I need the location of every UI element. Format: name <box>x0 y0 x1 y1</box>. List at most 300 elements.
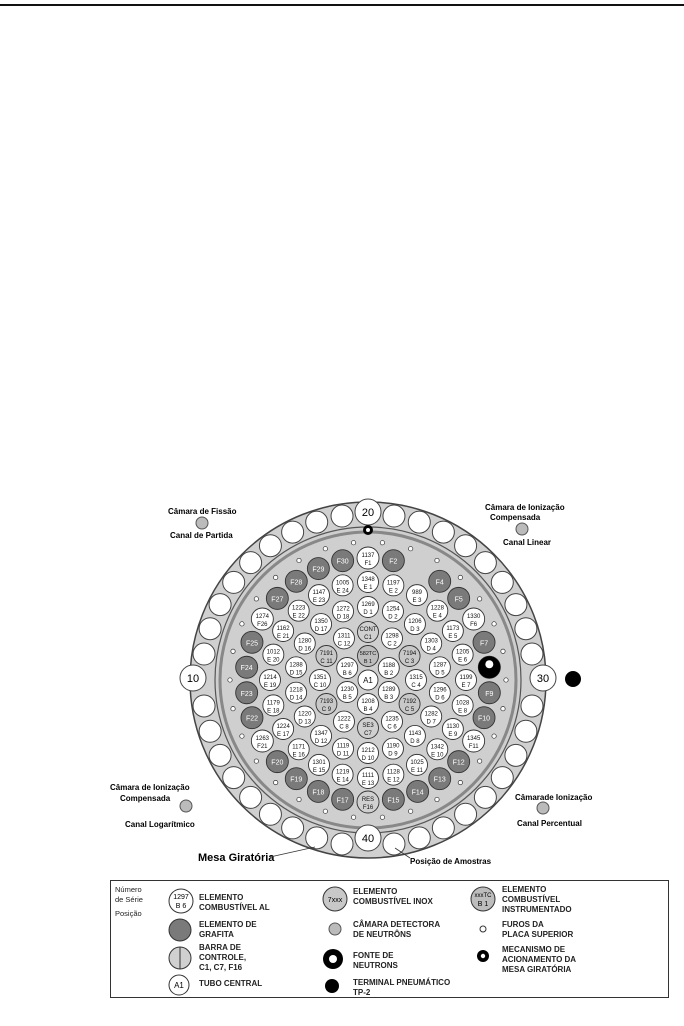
svg-text:1330: 1330 <box>466 614 481 620</box>
svg-text:C 12: C 12 <box>337 641 351 648</box>
plate-hole <box>477 597 481 601</box>
sample-position <box>223 571 245 593</box>
svg-text:1254: 1254 <box>386 606 400 613</box>
svg-text:D 11: D 11 <box>336 751 350 758</box>
svg-text:F14: F14 <box>411 789 424 797</box>
fuel-element <box>421 706 442 727</box>
graphite-element <box>473 631 495 653</box>
fuel-element <box>429 657 450 678</box>
graphite-element <box>382 550 404 572</box>
fuel-element <box>404 725 425 746</box>
control-rod-element <box>357 791 379 813</box>
svg-text:1179: 1179 <box>266 700 280 707</box>
svg-text:1218: 1218 <box>289 687 303 694</box>
plate-hole <box>228 678 232 682</box>
sample-position <box>515 618 537 640</box>
plate-hole <box>240 622 244 626</box>
fuel-element <box>404 614 425 635</box>
fuel-element <box>286 682 307 703</box>
sample-position <box>455 535 477 557</box>
svg-text:D 9: D 9 <box>388 751 398 758</box>
fuel-element <box>407 585 428 606</box>
sample-position <box>521 695 543 717</box>
legend-fuel-al-symbol <box>167 887 195 915</box>
control-rod-element <box>358 718 379 739</box>
legend-fuel-al: ELEMENTO COMBUSTÍVEL AL <box>199 893 270 912</box>
svg-text:1297: 1297 <box>340 663 354 669</box>
plate-hole <box>351 815 355 819</box>
sample-position <box>331 833 353 855</box>
graphite-element <box>285 570 307 592</box>
svg-text:E 12: E 12 <box>387 777 400 784</box>
plate-hole <box>273 780 277 784</box>
graphite-element <box>241 631 263 653</box>
fuel-element <box>421 633 442 654</box>
fuel-element <box>358 768 379 789</box>
label-mesa-giratoria: Mesa Giratória <box>198 852 275 864</box>
label-camara-ionizacao-bottom-1: Câmara de Ionização <box>110 783 190 792</box>
svg-text:D 17: D 17 <box>314 627 328 634</box>
svg-text:F16: F16 <box>362 805 374 811</box>
svg-text:F30: F30 <box>336 558 349 566</box>
sample-position <box>432 817 454 839</box>
legend-rotary-mechanism-symbol <box>474 947 492 965</box>
svg-text:E 2: E 2 <box>388 588 398 595</box>
svg-text:RES: RES <box>361 797 375 803</box>
fuel-element <box>333 738 354 759</box>
fuel-element <box>309 585 330 606</box>
svg-text:A1: A1 <box>363 676 373 685</box>
svg-text:F4: F4 <box>435 579 444 587</box>
graphite-element <box>332 788 354 810</box>
plate-hole <box>435 797 439 801</box>
plate-hole <box>323 547 327 551</box>
svg-text:F19: F19 <box>290 776 303 784</box>
svg-text:C 11: C 11 <box>320 659 333 665</box>
svg-text:7194: 7194 <box>402 651 417 657</box>
fuel-element <box>378 682 399 703</box>
svg-text:E 14: E 14 <box>336 777 349 784</box>
fuel-element <box>311 614 332 635</box>
svg-text:C1: C1 <box>364 635 372 641</box>
fuel-element <box>358 597 379 618</box>
sample-position <box>240 786 262 808</box>
svg-text:D 18: D 18 <box>336 614 350 621</box>
svg-text:1311: 1311 <box>337 633 351 640</box>
mesa-leader-line <box>270 847 315 857</box>
svg-text:E 9: E 9 <box>448 732 458 738</box>
svg-text:E 15: E 15 <box>312 767 326 774</box>
plate-hole <box>240 734 244 738</box>
svg-text:F23: F23 <box>240 690 253 698</box>
svg-text:C 2: C 2 <box>387 641 397 648</box>
sample-position <box>223 767 245 789</box>
plate-hole <box>458 575 462 579</box>
sample-position <box>408 511 430 533</box>
fuel-element <box>452 695 473 716</box>
fuel-element <box>407 754 428 775</box>
legend-central-tube-symbol <box>167 973 191 997</box>
fuel-element <box>251 730 273 752</box>
svg-text:SE3: SE3 <box>362 723 374 729</box>
fuel-element <box>334 711 355 732</box>
legend-central-tube: TUBO CENTRAL <box>199 979 263 988</box>
legend-control-rod-symbol <box>167 945 193 971</box>
svg-text:1272: 1272 <box>336 606 350 613</box>
plate-hole <box>504 678 508 682</box>
svg-text:F2: F2 <box>389 558 398 566</box>
instrumented-element <box>358 646 379 667</box>
svg-text:D 6: D 6 <box>435 695 445 702</box>
svg-text:1303: 1303 <box>424 638 438 645</box>
sample-position <box>199 720 221 742</box>
svg-text:1351: 1351 <box>313 675 327 681</box>
svg-text:F7: F7 <box>479 640 489 648</box>
plate-hole <box>231 706 235 710</box>
fuel-element <box>332 575 353 596</box>
svg-text:1220: 1220 <box>298 711 312 718</box>
svg-text:D 7: D 7 <box>426 719 436 726</box>
graphite-element <box>307 780 329 802</box>
svg-text:1296: 1296 <box>433 687 447 694</box>
fuel-inox-element <box>399 646 420 667</box>
label-camara-ionizacao-top-1: Câmara de Ionização <box>485 503 565 512</box>
legend-posicao: Posição <box>115 909 142 918</box>
svg-text:F11: F11 <box>468 744 479 750</box>
plate-hole <box>273 575 277 579</box>
svg-text:1111: 1111 <box>361 773 375 779</box>
sample-position <box>306 827 328 849</box>
svg-text:B 1: B 1 <box>477 901 489 908</box>
plate-hole <box>297 797 301 801</box>
ionization-chamber-linear-icon <box>516 523 528 535</box>
sample-position <box>240 552 262 574</box>
svg-text:1235: 1235 <box>385 716 399 723</box>
svg-text:1280: 1280 <box>298 638 312 645</box>
svg-text:1224: 1224 <box>276 724 290 730</box>
svg-text:1288: 1288 <box>289 662 303 669</box>
svg-text:1287: 1287 <box>433 662 447 669</box>
svg-text:D 16: D 16 <box>298 646 312 653</box>
graphite-element <box>478 682 500 704</box>
legend-neutron-source-symbol <box>321 947 345 971</box>
graphite-element <box>429 768 451 790</box>
svg-text:F9: F9 <box>485 690 494 698</box>
fuel-element <box>442 719 463 740</box>
svg-text:1301: 1301 <box>312 759 326 766</box>
svg-text:1347: 1347 <box>314 730 328 737</box>
svg-text:1298: 1298 <box>385 633 399 640</box>
sample-position <box>193 643 215 665</box>
svg-text:E 19: E 19 <box>263 683 277 689</box>
fuel-element <box>382 628 403 649</box>
svg-text:1188: 1188 <box>382 663 396 669</box>
svg-text:E 1: E 1 <box>363 585 373 591</box>
legend-chamber-symbol <box>327 921 343 937</box>
svg-text:D 5: D 5 <box>435 670 445 677</box>
graphite-element <box>382 788 404 810</box>
plate-hole <box>458 780 462 784</box>
ring-label-40: 40 <box>361 833 375 845</box>
legend-control-rod: BARRA DE CONTROLE, C1, C7, F16 <box>199 943 247 972</box>
fuel-element <box>429 682 450 703</box>
svg-text:7193: 7193 <box>319 699 334 705</box>
svg-text:D 15: D 15 <box>289 670 303 677</box>
svg-text:D 2: D 2 <box>388 614 398 621</box>
graphite-element <box>266 751 288 773</box>
svg-text:C 3: C 3 <box>404 659 415 665</box>
svg-text:582TC: 582TC <box>359 651 377 657</box>
sample-position <box>455 803 477 825</box>
legend-pneumatic-terminal-symbol <box>323 977 341 995</box>
fuel-inox-element <box>316 694 337 715</box>
svg-text:F20: F20 <box>271 759 284 767</box>
svg-text:D 13: D 13 <box>298 719 312 726</box>
svg-text:1282: 1282 <box>424 711 438 718</box>
svg-text:F10: F10 <box>477 715 491 723</box>
svg-text:C 6: C 6 <box>387 724 397 731</box>
fuel-element <box>260 670 281 691</box>
plate-hole <box>408 547 412 551</box>
fuel-element <box>463 730 485 752</box>
svg-text:1269: 1269 <box>361 602 375 608</box>
fuel-element <box>310 670 331 691</box>
svg-text:1147: 1147 <box>312 590 326 597</box>
svg-text:C 8: C 8 <box>339 724 349 731</box>
svg-text:A1: A1 <box>174 981 184 990</box>
svg-text:F12: F12 <box>452 759 465 767</box>
ring-label-10: 10 <box>186 673 200 685</box>
fuel-element <box>382 601 403 622</box>
label-camara-ionizacao-right: Câmarade Ionização <box>515 793 593 802</box>
fuel-element <box>273 621 294 642</box>
plate-hole <box>254 759 258 763</box>
fuel-element <box>337 658 358 679</box>
ring-label-30: 30 <box>536 673 550 685</box>
graphite-element <box>241 707 263 729</box>
label-canal-percentual: Canal Percentual <box>517 819 582 828</box>
svg-text:E 8: E 8 <box>458 708 468 715</box>
svg-text:1345: 1345 <box>466 736 481 742</box>
fuel-element <box>334 628 355 649</box>
fuel-element <box>427 739 448 760</box>
plate-hole <box>492 734 496 738</box>
fuel-element <box>332 764 353 785</box>
svg-text:C 9: C 9 <box>321 707 332 713</box>
svg-text:F29: F29 <box>312 566 325 574</box>
svg-text:7191: 7191 <box>319 651 334 657</box>
svg-text:E 23: E 23 <box>312 598 326 605</box>
sample-position <box>282 521 304 543</box>
fuel-element <box>263 644 284 665</box>
svg-text:F27: F27 <box>271 596 284 604</box>
svg-text:F22: F22 <box>245 715 259 723</box>
svg-text:1350: 1350 <box>314 619 328 626</box>
sample-position <box>474 552 496 574</box>
fission-chamber-icon <box>196 517 208 529</box>
svg-text:1297: 1297 <box>173 894 189 901</box>
plate-hole <box>323 809 327 813</box>
sample-position <box>383 505 405 527</box>
svg-text:E 4: E 4 <box>432 613 442 620</box>
svg-text:7xxx: 7xxx <box>327 897 343 904</box>
neutron-source-core <box>485 660 493 668</box>
plate-hole <box>501 706 505 710</box>
svg-text:1223: 1223 <box>292 605 306 612</box>
graphite-element <box>407 780 429 802</box>
svg-text:1197: 1197 <box>386 580 400 587</box>
label-camara-ionizacao-bottom-2: Compensada <box>120 794 171 803</box>
legend-plate-holes: FUROS DA PLACA SUPERIOR <box>502 920 574 939</box>
label-posicao-amostras: Posição de Amostras <box>410 857 492 866</box>
svg-text:F25: F25 <box>245 640 259 648</box>
svg-text:E 6: E 6 <box>458 657 468 664</box>
svg-text:C 4: C 4 <box>411 683 421 689</box>
svg-text:F15: F15 <box>387 797 400 805</box>
svg-text:1012: 1012 <box>266 649 281 656</box>
fuel-element <box>358 572 379 593</box>
svg-text:F18: F18 <box>312 789 325 797</box>
graphite-element <box>236 656 258 678</box>
sample-position <box>209 744 231 766</box>
svg-text:1274: 1274 <box>255 614 270 620</box>
svg-text:1219: 1219 <box>335 769 350 776</box>
fuel-element <box>251 608 273 630</box>
fuel-element <box>358 694 379 715</box>
fuel-element <box>383 575 404 596</box>
svg-text:1342: 1342 <box>430 744 444 751</box>
sample-position <box>505 744 527 766</box>
svg-text:1128: 1128 <box>386 769 400 776</box>
label-camara-fissao: Câmara de Fissão <box>168 507 237 516</box>
fuel-element <box>452 644 473 665</box>
svg-text:1137: 1137 <box>361 553 375 559</box>
svg-text:E 17: E 17 <box>276 732 290 738</box>
svg-text:1028: 1028 <box>455 700 470 707</box>
fuel-element <box>378 658 399 679</box>
sample-position <box>383 833 405 855</box>
legend-rotary-mechanism: MECANISMO DE ACIONAMENTO DA MESA GIRATÓRIA <box>502 945 577 974</box>
sample-position <box>259 535 281 557</box>
svg-text:1171: 1171 <box>292 744 306 751</box>
svg-text:1190: 1190 <box>386 743 400 750</box>
svg-text:1214: 1214 <box>263 675 277 681</box>
svg-text:E 10: E 10 <box>431 752 444 759</box>
svg-text:F26: F26 <box>257 622 268 628</box>
plate-hole <box>297 558 301 562</box>
svg-text:1205: 1205 <box>455 649 470 656</box>
svg-text:D 12: D 12 <box>314 738 328 745</box>
svg-text:1005: 1005 <box>335 580 350 587</box>
svg-text:B 2: B 2 <box>384 671 394 677</box>
svg-text:1222: 1222 <box>337 716 351 723</box>
fuel-element <box>383 764 404 785</box>
svg-text:F6: F6 <box>470 622 478 628</box>
label-canal-logaritmico: Canal Logarítmico <box>125 820 195 829</box>
legend-plate-hole-symbol <box>477 923 489 935</box>
svg-text:B 3: B 3 <box>384 695 394 701</box>
svg-text:1143: 1143 <box>408 730 422 737</box>
graphite-element <box>429 570 451 592</box>
sample-position <box>193 695 215 717</box>
fuel-element <box>311 725 332 746</box>
central-tube <box>358 670 378 690</box>
fuel-element <box>288 600 309 621</box>
svg-text:B 6: B 6 <box>342 671 352 677</box>
svg-text:F17: F17 <box>336 797 349 805</box>
svg-text:B 4: B 4 <box>363 707 373 713</box>
svg-text:1025: 1025 <box>410 759 424 766</box>
fuel-element <box>286 657 307 678</box>
svg-text:E 20: E 20 <box>267 657 280 664</box>
fuel-element <box>288 739 309 760</box>
svg-text:1119: 1119 <box>336 743 350 750</box>
fuel-element <box>442 621 463 642</box>
sample-position <box>331 505 353 527</box>
sample-position <box>282 817 304 839</box>
ionization-chamber-log-icon <box>180 800 192 812</box>
plate-hole <box>351 541 355 545</box>
svg-text:xxxTC: xxxTC <box>474 893 492 899</box>
legend-graphite-symbol <box>167 917 193 943</box>
svg-text:1199: 1199 <box>459 675 473 681</box>
svg-text:1263: 1263 <box>255 736 270 742</box>
svg-text:C 5: C 5 <box>404 707 415 713</box>
legend-instrumented: ELEMENTO COMBUSTÍVEL INSTRUMENTADO <box>502 885 572 914</box>
fuel-element <box>463 608 485 630</box>
plate-hole <box>435 558 439 562</box>
sample-position <box>474 786 496 808</box>
legend-neutron-source: FONTE DE NEUTRONS <box>353 951 398 970</box>
fuel-element <box>427 600 448 621</box>
svg-text:D 10: D 10 <box>361 756 375 762</box>
fuel-element <box>333 601 354 622</box>
plate-hole <box>477 759 481 763</box>
fuel-element <box>294 633 315 654</box>
label-canal-partida: Canal de Partida <box>170 531 233 540</box>
plate-hole <box>492 622 496 626</box>
svg-text:C 10: C 10 <box>313 683 327 689</box>
plate-hole <box>380 815 384 819</box>
ring-label-20: 20 <box>361 507 375 519</box>
svg-text:E 21: E 21 <box>276 634 290 640</box>
graphite-element <box>448 751 470 773</box>
legend-detector-chamber: CÂMARA DETECTORA DE NEUTRÔNS <box>353 920 441 939</box>
graphite-element <box>285 768 307 790</box>
legend-fuel-inox: ELEMENTO COMBUSTÍVEL INOX <box>353 887 433 906</box>
graphite-element <box>307 558 329 580</box>
svg-text:1230: 1230 <box>340 687 354 693</box>
legend-graphite: ELEMENTO DE GRAFITA <box>199 920 257 939</box>
svg-text:E 16: E 16 <box>292 752 305 759</box>
plate-hole <box>501 649 505 653</box>
svg-text:C7: C7 <box>364 731 372 737</box>
svg-text:1206: 1206 <box>408 619 422 626</box>
svg-text:1228: 1228 <box>430 605 444 612</box>
svg-text:F28: F28 <box>290 579 303 587</box>
sample-position <box>259 803 281 825</box>
sample-position <box>521 643 543 665</box>
fuel-element <box>273 719 294 740</box>
fuel-element <box>456 670 477 691</box>
svg-text:D 14: D 14 <box>289 695 303 702</box>
svg-text:D 4: D 4 <box>426 646 436 653</box>
svg-text:E 24: E 24 <box>336 588 349 595</box>
svg-text:1208: 1208 <box>361 699 375 705</box>
fuel-inox-element <box>316 646 337 667</box>
legend-pneumatic-terminal: TERMINAL PNEUMÁTICO TP-2 <box>353 978 451 997</box>
sample-position <box>432 521 454 543</box>
